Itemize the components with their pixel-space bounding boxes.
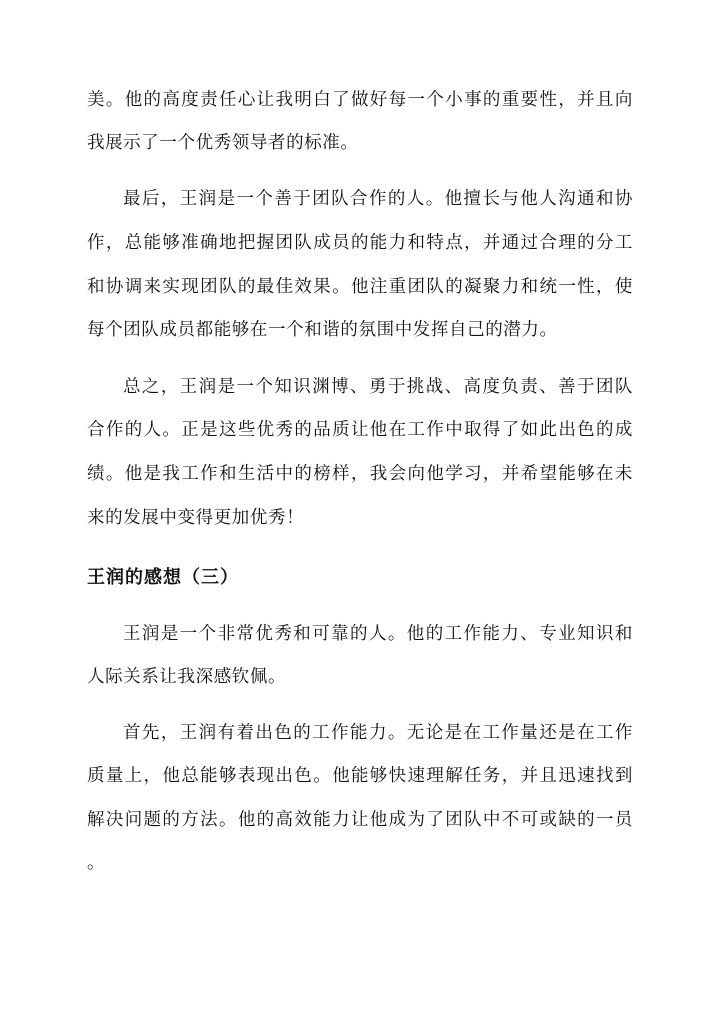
text-line: 首先，王润有着出色的工作能力。无论是在工作量还是在工作 (123, 723, 633, 743)
text-line: 绩。他是我工作和生活中的榜样，我会向他学习，并希望能够在未 (87, 464, 633, 484)
section-heading: 王润的感想（三） (87, 567, 239, 588)
text-line: 王润是一个非常优秀和可靠的人。他的工作能力、专业知识和 (123, 624, 633, 644)
text-line: 质量上，他总能够表现出色。他能够快速理解任务，并且迅速找到 (87, 766, 633, 786)
text-line: 我展示了一个优秀领导者的标准。 (87, 133, 359, 153)
text-line: 和协调来实现团队的最佳效果。他注重团队的凝聚力和统一性，使 (87, 277, 633, 297)
text-line: 最后，王润是一个善于团队合作的人。他擅长与他人沟通和协 (123, 189, 633, 209)
text-line: 。 (87, 853, 106, 873)
text-line: 美。他的高度责任心让我明白了做好每一个小事的重要性，并且向 (87, 90, 633, 110)
text-line: 总之，王润是一个知识渊博、勇于挑战、高度负责、善于团队 (123, 377, 633, 397)
text-line: 解决问题的方法。他的高效能力让他成为了团队中不可或缺的一员 (87, 810, 633, 830)
text-line: 每个团队成员都能够在一个和谐的氛围中发挥自己的潜力。 (87, 320, 558, 340)
text-line: 合作的人。正是这些优秀的品质让他在工作中取得了如此出色的成 (87, 420, 633, 440)
text-line: 来的发展中变得更加优秀！ (87, 508, 305, 528)
text-line: 人际关系让我深感钦佩。 (87, 667, 287, 687)
text-line: 作，总能够准确地把握团队成员的能力和特点，并通过合理的分工 (87, 233, 633, 253)
